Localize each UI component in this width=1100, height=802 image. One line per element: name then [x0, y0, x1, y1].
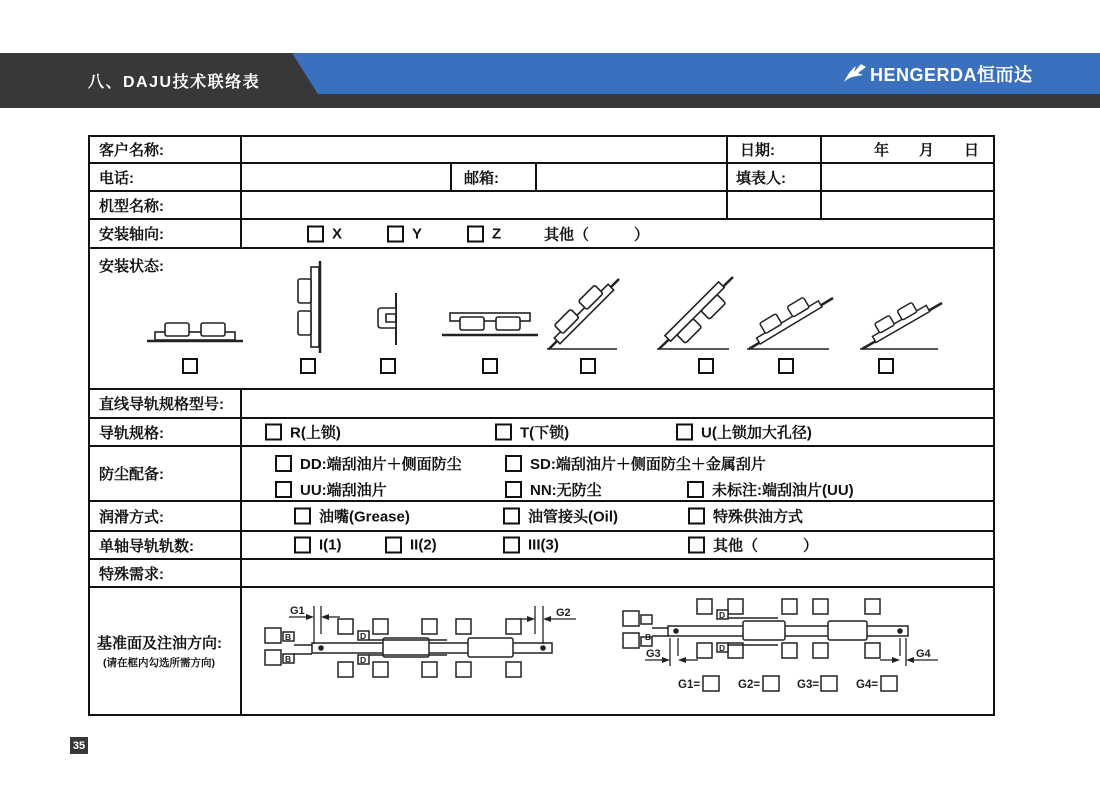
- axis-label: 安装轴向:: [90, 220, 242, 247]
- mount-checkbox-3[interactable]: [380, 358, 396, 374]
- axis-options-cell: [242, 220, 993, 247]
- email-field[interactable]: [537, 164, 728, 190]
- dust-option-unmarked: 未标注:端刮油片(UU): [687, 479, 854, 500]
- special-field[interactable]: [242, 560, 993, 586]
- phone-label: 电话:: [90, 164, 242, 190]
- datum-checkbox-right-b1[interactable]: [623, 611, 639, 626]
- mount-checkbox-7[interactable]: [778, 358, 794, 374]
- g3-mark: G3: [646, 648, 661, 660]
- g3-equals-label: G3=: [797, 679, 820, 691]
- rail-spec-option-u: U(上锁加大孔径): [676, 422, 812, 443]
- mount-diagram-flat-top: [145, 306, 245, 344]
- datum-checkbox[interactable]: [338, 619, 353, 634]
- dust-label: 防尘配备:: [90, 447, 242, 500]
- row-machine: [90, 192, 993, 220]
- row-special: [90, 560, 993, 588]
- empty-cell: [822, 192, 993, 218]
- lube-option-oil: 油管接头(Oil): [503, 506, 618, 527]
- d-mark: D: [719, 643, 726, 653]
- rail-count-3-checkbox[interactable]: [503, 537, 520, 554]
- g1-equals-label: G1=: [678, 679, 701, 691]
- axis-option-z: Z: [467, 225, 501, 242]
- b-mark: B: [645, 632, 652, 642]
- rail-spec-u-checkbox[interactable]: [676, 424, 693, 441]
- b-mark: B: [285, 654, 292, 664]
- datum-checkbox-left-b2[interactable]: [265, 650, 281, 665]
- g1-mark: G1: [290, 605, 305, 617]
- row-phone: [90, 164, 993, 192]
- datum-label: 基准面及注油方向:: [97, 635, 222, 652]
- rail-count-label: 单轴导轨轨数:: [90, 532, 242, 558]
- datum-checkbox-left-b1[interactable]: [265, 628, 281, 643]
- datum-checkbox[interactable]: [865, 643, 880, 658]
- rail-spec-option-t: T(下锁): [495, 422, 569, 443]
- g4-mark: G4: [916, 648, 931, 660]
- datum-checkbox[interactable]: [865, 599, 880, 614]
- empty-cell: [728, 192, 822, 218]
- rail-model-label: 直线导轨规格型号:: [90, 390, 242, 417]
- customer-name-field[interactable]: [242, 137, 728, 162]
- d-mark: D: [719, 610, 726, 620]
- page-title: 八、DAJU技术联络表: [88, 74, 261, 91]
- datum-checkbox[interactable]: [506, 619, 521, 634]
- rail-count-option-2: II(2): [385, 537, 437, 554]
- mount-diagram-wall-vertical: [288, 259, 324, 355]
- machine-label: 机型名称:: [90, 192, 242, 218]
- d-mark: D: [360, 631, 367, 641]
- datum-checkbox[interactable]: [456, 662, 471, 677]
- datum-checkbox[interactable]: [422, 619, 437, 634]
- dust-uu-checkbox[interactable]: [275, 481, 292, 498]
- rail-spec-option-r: R(上锁): [265, 422, 341, 443]
- datum-checkbox[interactable]: [782, 643, 797, 658]
- rail-spec-label: 导轨规格:: [90, 419, 242, 445]
- dust-option-nn: NN:无防尘: [505, 479, 602, 500]
- mount-diagram-incline-45-top: [545, 265, 633, 353]
- technical-contact-form: [88, 135, 995, 716]
- rail-count-other-checkbox[interactable]: [688, 537, 705, 554]
- g2-equals-label: G2=: [738, 679, 761, 691]
- mount-diagram-side-clamp: [371, 291, 403, 347]
- datum-diagram-cell: [242, 588, 993, 714]
- rail-count-option-other: 其他（ ）: [688, 535, 818, 556]
- rail-count-1-checkbox[interactable]: [294, 537, 311, 554]
- rail-spec-options-cell: [242, 419, 993, 445]
- customer-label: 客户名称:: [90, 137, 242, 162]
- b-mark: B: [285, 632, 292, 642]
- mount-diagram-incline-35-top: [745, 282, 837, 352]
- filler-field[interactable]: [822, 164, 993, 190]
- mount-diagram-incline-30-top: [858, 282, 946, 352]
- row-lube: [90, 502, 993, 532]
- mount-checkbox-2[interactable]: [300, 358, 316, 374]
- dust-option-dd: DD:端刮油片＋侧面防尘: [275, 453, 462, 474]
- dust-nn-checkbox[interactable]: [505, 481, 522, 498]
- dust-dd-checkbox[interactable]: [275, 455, 292, 472]
- rail-spec-t-checkbox[interactable]: [495, 424, 512, 441]
- lube-oil-checkbox[interactable]: [503, 508, 520, 525]
- datum-checkbox[interactable]: [338, 662, 353, 677]
- datum-checkbox[interactable]: [697, 643, 712, 658]
- datum-checkbox[interactable]: [697, 599, 712, 614]
- row-datum: [90, 588, 993, 714]
- mount-diagram-flat-bottom: [440, 309, 540, 341]
- rail-count-2-checkbox[interactable]: [385, 537, 402, 554]
- lube-special-checkbox[interactable]: [688, 508, 705, 525]
- dust-sd-checkbox[interactable]: [505, 455, 522, 472]
- g4-checkbox[interactable]: [881, 676, 897, 691]
- page-number: 35: [70, 737, 88, 754]
- g1-checkbox[interactable]: [703, 676, 719, 691]
- lube-option-special: 特殊供油方式: [688, 506, 803, 527]
- date-field[interactable]: 年 月 日: [873, 142, 979, 159]
- brand-logo: [843, 53, 1033, 94]
- email-label: 邮箱:: [452, 164, 537, 190]
- datum-checkbox[interactable]: [456, 619, 471, 634]
- g2-mark: G2: [556, 607, 571, 619]
- g4-equals-label: G4=: [856, 679, 879, 691]
- dust-unmarked-checkbox[interactable]: [687, 481, 704, 498]
- datum-sublabel: (请在框内勾选所需方向): [103, 657, 215, 669]
- special-label: 特殊需求:: [90, 560, 242, 586]
- rail-count-options-cell: [242, 532, 993, 558]
- row-rail-count: [90, 532, 993, 560]
- rail-count-option-1: I(1): [294, 537, 342, 554]
- rail-spec-r-checkbox[interactable]: [265, 424, 282, 441]
- datum-b-mark-box: [641, 615, 652, 624]
- axis-option-x: X: [307, 225, 342, 242]
- lube-label: 润滑方式:: [90, 502, 242, 530]
- dust-options-cell: [242, 447, 993, 500]
- row-mount-state: [90, 249, 993, 390]
- date-label: 日期:: [728, 137, 822, 162]
- mount-checkbox-5[interactable]: [580, 358, 596, 374]
- mount-label: 安装状态:: [99, 258, 164, 275]
- axis-option-other[interactable]: 其他（ ）: [544, 226, 650, 243]
- datum-label-cell: [90, 588, 242, 714]
- axis-z-checkbox[interactable]: [467, 225, 484, 242]
- lube-option-grease: 油嘴(Grease): [294, 506, 410, 527]
- datum-checkbox[interactable]: [506, 662, 521, 677]
- axis-option-y: Y: [387, 225, 422, 242]
- dust-option-sd: SD:端刮油片＋侧面防尘＋金属刮片: [505, 453, 766, 474]
- g3-checkbox[interactable]: [821, 676, 837, 691]
- row-rail-model: [90, 390, 993, 419]
- mount-checkbox-8[interactable]: [878, 358, 894, 374]
- brand-name: HENGERDA恒而达: [870, 64, 1033, 85]
- swallow-bird-icon: [843, 63, 867, 84]
- rail-model-field[interactable]: [242, 390, 993, 417]
- phone-field[interactable]: [242, 164, 452, 190]
- datum-checkbox[interactable]: [373, 619, 388, 634]
- row-customer: [90, 137, 993, 164]
- mount-checkbox-4[interactable]: [482, 358, 498, 374]
- lube-options-cell: [242, 502, 993, 530]
- d-mark: D: [360, 655, 367, 665]
- datum-checkbox[interactable]: [373, 662, 388, 677]
- g2-checkbox[interactable]: [763, 676, 779, 691]
- mount-checkbox-6[interactable]: [698, 358, 714, 374]
- axis-y-checkbox[interactable]: [387, 225, 404, 242]
- rail-count-option-3: III(3): [503, 537, 559, 554]
- filler-label: 填表人:: [728, 164, 822, 190]
- dust-option-uu: UU:端刮油片: [275, 479, 387, 500]
- datum-diagram: [242, 588, 993, 714]
- datum-checkbox[interactable]: [813, 643, 828, 658]
- lube-grease-checkbox[interactable]: [294, 508, 311, 525]
- mount-diagram-incline-45-under: [655, 265, 747, 353]
- datum-checkbox[interactable]: [422, 662, 437, 677]
- datum-checkbox-right-b2[interactable]: [623, 633, 639, 648]
- mount-checkbox-1[interactable]: [182, 358, 198, 374]
- row-rail-spec: [90, 419, 993, 447]
- datum-checkbox[interactable]: [782, 599, 797, 614]
- machine-name-field[interactable]: [242, 192, 728, 218]
- row-dust: [90, 447, 993, 502]
- datum-checkbox[interactable]: [728, 599, 743, 614]
- row-axis: [90, 220, 993, 249]
- datum-checkbox[interactable]: [813, 599, 828, 614]
- axis-x-checkbox[interactable]: [307, 225, 324, 242]
